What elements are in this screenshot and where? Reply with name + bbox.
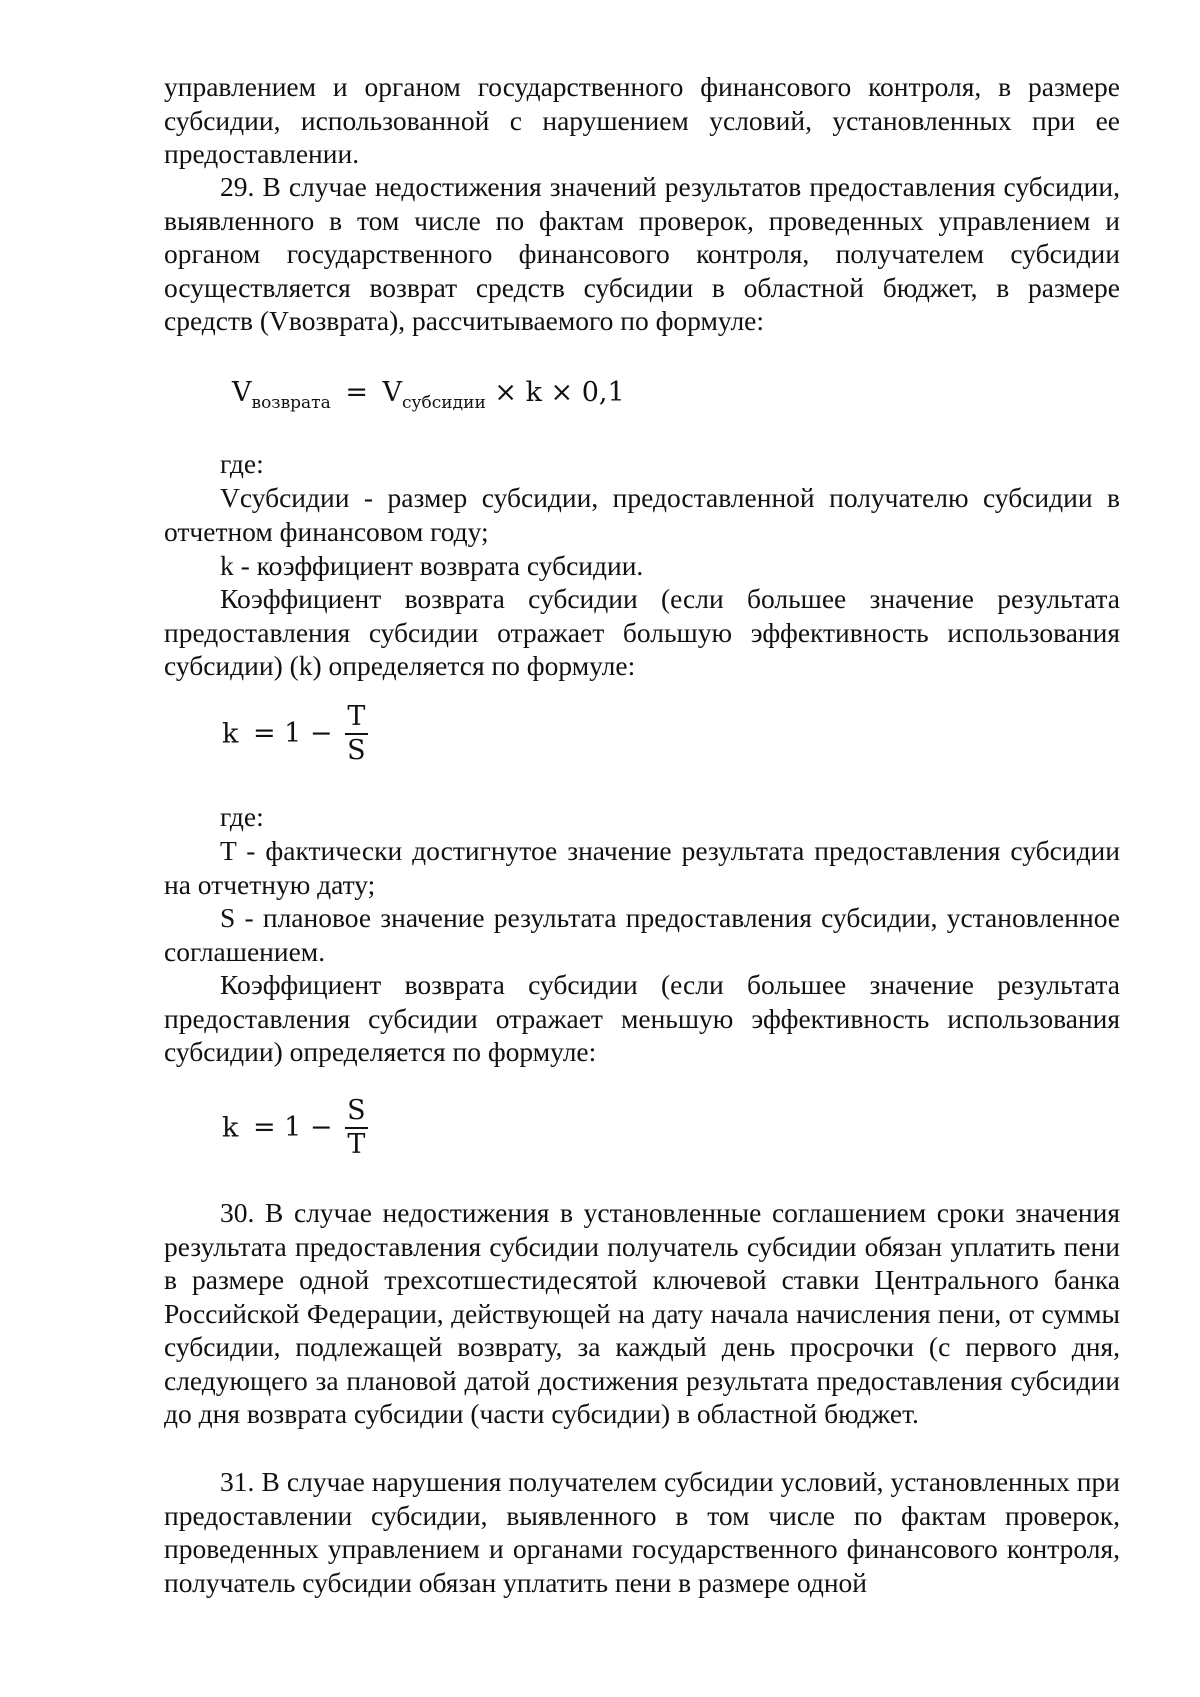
fraction-numerator: T (347, 701, 366, 732)
paragraph-31: 31. В случае нарушения получателем субсидии условий, установленных при предоставлении субсидии, выявленного в том числе по фактам проверок, проведенных управлением и органами государственного финансового контроля, получатель субсидии обязан уплатить пени в размере одной (164, 1466, 1120, 1598)
fraction-numerator: S (347, 1095, 366, 1126)
where-label-1: где: (220, 448, 264, 479)
formula-subscript-subsidy: субсидии (402, 393, 486, 413)
definition-s: S - плановое значение результата предоставления субсидии, установленное соглашением. (164, 902, 1120, 967)
formula3-eq: = 1 − (252, 1112, 333, 1144)
fraction-denominator: T (347, 1129, 366, 1160)
formula-equals: = (345, 377, 368, 408)
fraction-denominator: S (347, 735, 366, 766)
formula2-eq: = 1 − (252, 718, 333, 750)
paragraph-29: 29. В случае недостижения значений результатов предоставления субсидии, выявленного в том числе по фактам проверок, проведенных управлением и органом государственного финансового контроля, получателем субсидии осуществляется возврат средств субсидии в областной бюджет, в размере средств (Vвозврата), рассчитываемого по формуле: (164, 171, 1120, 336)
formula-rest: × k × 0,1 (494, 377, 625, 408)
fraction-s-over-t (345, 1096, 368, 1160)
definition-k: k - коэффициент возврата субсидии. (220, 550, 644, 581)
fraction-t-over-s (345, 702, 368, 766)
paragraph-coefficient-1: Коэффициент возврата субсидии (если большее значение результата предоставления субсидии отражает большую эффективность использования субсидии) (k) определяется по формуле: (164, 583, 1120, 681)
paragraph-intro: управлением и органом государственного финансового контроля, в размере субсидии, использованной с нарушением условий, установленных при ее предоставлении. (164, 71, 1120, 169)
where-label-2: где: (220, 801, 264, 832)
formula2-lhs: k (222, 718, 239, 750)
paragraph-30: 30. В случае недостижения в установленные соглашением сроки значения результата предоставления субсидии получатель субсидии обязан уплатить пени в размере одной трехсотшестидесятой ключевой ставки Центрального банка Российской Федерации, действующей на дату начала начисления пени, от суммы субсидии, подлежащей возврату, за каждый день просрочки (с первого дня, следующего за плановой датой достижения результата предоставления субсидии до дня возврата субсидии (части субсидии) в областной бюджет. (164, 1197, 1120, 1429)
definition-t: T - фактически достигнутое значение результата предоставления субсидии на отчетную дату; (164, 835, 1120, 900)
formula-subscript-return: возврата (251, 393, 331, 413)
formula-v: V (232, 377, 252, 408)
definition-v-subsidy: Vсубсидии - размер субсидии, предоставленной получателю субсидии в отчетном финансовом году; (164, 482, 1120, 547)
formula-v2: V (382, 377, 403, 408)
paragraph-coefficient-2: Коэффициент возврата субсидии (если большее значение результата предоставления субсидии отражает меньшую эффективность использования субсидии) определяется по формуле: (164, 969, 1120, 1067)
formula-k-t-over-s (222, 702, 368, 766)
formula3-lhs: k (222, 1112, 239, 1144)
formula-k-s-over-t (222, 1096, 368, 1160)
formula-return-amount (232, 376, 625, 414)
